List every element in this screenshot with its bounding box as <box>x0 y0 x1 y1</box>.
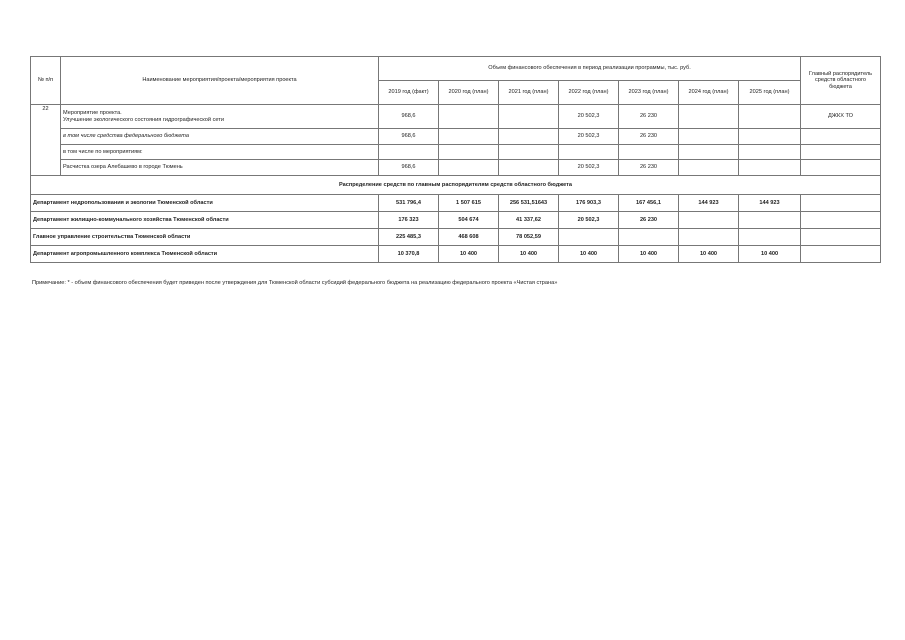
row-name <box>61 105 379 129</box>
value-cell: 167 456,1 <box>619 195 679 212</box>
value-cell <box>679 160 739 176</box>
table-row <box>31 129 881 145</box>
department-row <box>31 229 881 246</box>
department-name: Департамент агропромышленного комплекса Тюменской области <box>31 246 379 263</box>
value-cell <box>679 229 739 246</box>
value-cell <box>739 212 801 229</box>
value-cell: 10 400 <box>679 246 739 263</box>
value-cell: 26 230 <box>619 160 679 176</box>
value-cell: 20 502,3 <box>559 212 619 229</box>
value-cell: 10 370,8 <box>379 246 439 263</box>
value-cell: 26 230 <box>619 129 679 145</box>
value-cell: 10 400 <box>619 246 679 263</box>
year-2021: 2021 год (план) <box>499 81 559 105</box>
header-distributor: Главный распорядитель средств областного бюджета <box>801 57 881 105</box>
row-num: 22 <box>31 105 61 176</box>
department-row <box>31 246 881 263</box>
value-cell: 10 400 <box>559 246 619 263</box>
value-cell <box>559 145 619 160</box>
value-cell: 504 674 <box>439 212 499 229</box>
value-cell: 41 337,62 <box>499 212 559 229</box>
row-name-line1: Мероприятие проекта. <box>63 109 122 116</box>
value-cell <box>499 129 559 145</box>
value-cell <box>439 129 499 145</box>
value-cell: 26 230 <box>619 105 679 129</box>
table-row <box>31 145 881 160</box>
empty-cell <box>801 145 881 160</box>
year-2019: 2019 год (факт) <box>379 81 439 105</box>
value-cell <box>439 105 499 129</box>
value-cell: 20 502,3 <box>559 160 619 176</box>
value-cell: 144 923 <box>679 195 739 212</box>
value-cell <box>739 229 801 246</box>
value-cell: 78 052,59 <box>499 229 559 246</box>
section-title: Распределение средств по главным распорядителям средств областного бюджета <box>31 176 881 195</box>
year-2022: 2022 год (план) <box>559 81 619 105</box>
value-cell <box>619 145 679 160</box>
value-cell: 10 400 <box>499 246 559 263</box>
value-cell <box>679 105 739 129</box>
value-cell: 468 608 <box>439 229 499 246</box>
value-cell <box>739 145 801 160</box>
value-cell <box>439 145 499 160</box>
empty-cell <box>801 229 881 246</box>
year-2023: 2023 год (план) <box>619 81 679 105</box>
value-cell: 176 323 <box>379 212 439 229</box>
value-cell <box>619 229 679 246</box>
row-name: в том числе средства федерального бюджета <box>61 129 379 145</box>
year-2024: 2024 год (план) <box>679 81 739 105</box>
value-cell <box>499 145 559 160</box>
financing-table <box>30 56 881 263</box>
value-cell: 968,6 <box>379 105 439 129</box>
value-cell <box>499 160 559 176</box>
value-cell <box>379 145 439 160</box>
header-name: Наименование мероприятия/проекта/мероприятия проекта <box>61 57 379 105</box>
value-cell: 176 903,3 <box>559 195 619 212</box>
header-volume: Объем финансового обеспечения в период реализации программы, тыс. руб. <box>379 57 801 81</box>
row-name: в том числе по мероприятиям: <box>61 145 379 160</box>
value-cell: 531 796,4 <box>379 195 439 212</box>
footnote: Примечание: * - объем финансового обеспечения будет приведен после утверждения для Тюменской области субсидий федерального бюджета на реализацию федерального проекта «Чистая страна» <box>32 280 558 286</box>
value-cell: 968,6 <box>379 129 439 145</box>
value-cell <box>439 160 499 176</box>
value-cell <box>559 229 619 246</box>
table-row <box>31 160 881 176</box>
value-cell <box>739 105 801 129</box>
department-name: Департамент жилищно-коммунального хозяйства Тюменской области <box>31 212 379 229</box>
department-name: Главное управление строительства Тюменской области <box>31 229 379 246</box>
value-cell <box>499 105 559 129</box>
row-name: Расчистка озера Алебашево в городе Тюмень <box>61 160 379 176</box>
row-distributor: ДЖКХ ТО <box>801 105 881 129</box>
row-name-line2: Улучшение экологического состояния гидрографической сети <box>63 116 224 123</box>
department-row <box>31 212 881 229</box>
value-cell: 1 507 615 <box>439 195 499 212</box>
value-cell: 256 531,51643 <box>499 195 559 212</box>
empty-cell <box>801 195 881 212</box>
year-2020: 2020 год (план) <box>439 81 499 105</box>
empty-cell <box>801 246 881 263</box>
value-cell <box>679 212 739 229</box>
value-cell <box>679 129 739 145</box>
value-cell: 968,6 <box>379 160 439 176</box>
value-cell: 10 400 <box>739 246 801 263</box>
department-row <box>31 195 881 212</box>
value-cell: 225 485,3 <box>379 229 439 246</box>
year-2025: 2025 год (план) <box>739 81 801 105</box>
value-cell: 10 400 <box>439 246 499 263</box>
value-cell: 144 923 <box>739 195 801 212</box>
value-cell <box>739 160 801 176</box>
value-cell <box>679 145 739 160</box>
value-cell: 26 230 <box>619 212 679 229</box>
empty-cell <box>801 212 881 229</box>
empty-cell <box>801 129 881 145</box>
header-num: № п/п <box>31 57 61 105</box>
value-cell: 20 502,3 <box>559 105 619 129</box>
table-row <box>31 105 881 129</box>
value-cell <box>739 129 801 145</box>
department-name: Департамент недропользования и экологии Тюменской области <box>31 195 379 212</box>
value-cell: 20 502,3 <box>559 129 619 145</box>
empty-cell <box>801 160 881 176</box>
